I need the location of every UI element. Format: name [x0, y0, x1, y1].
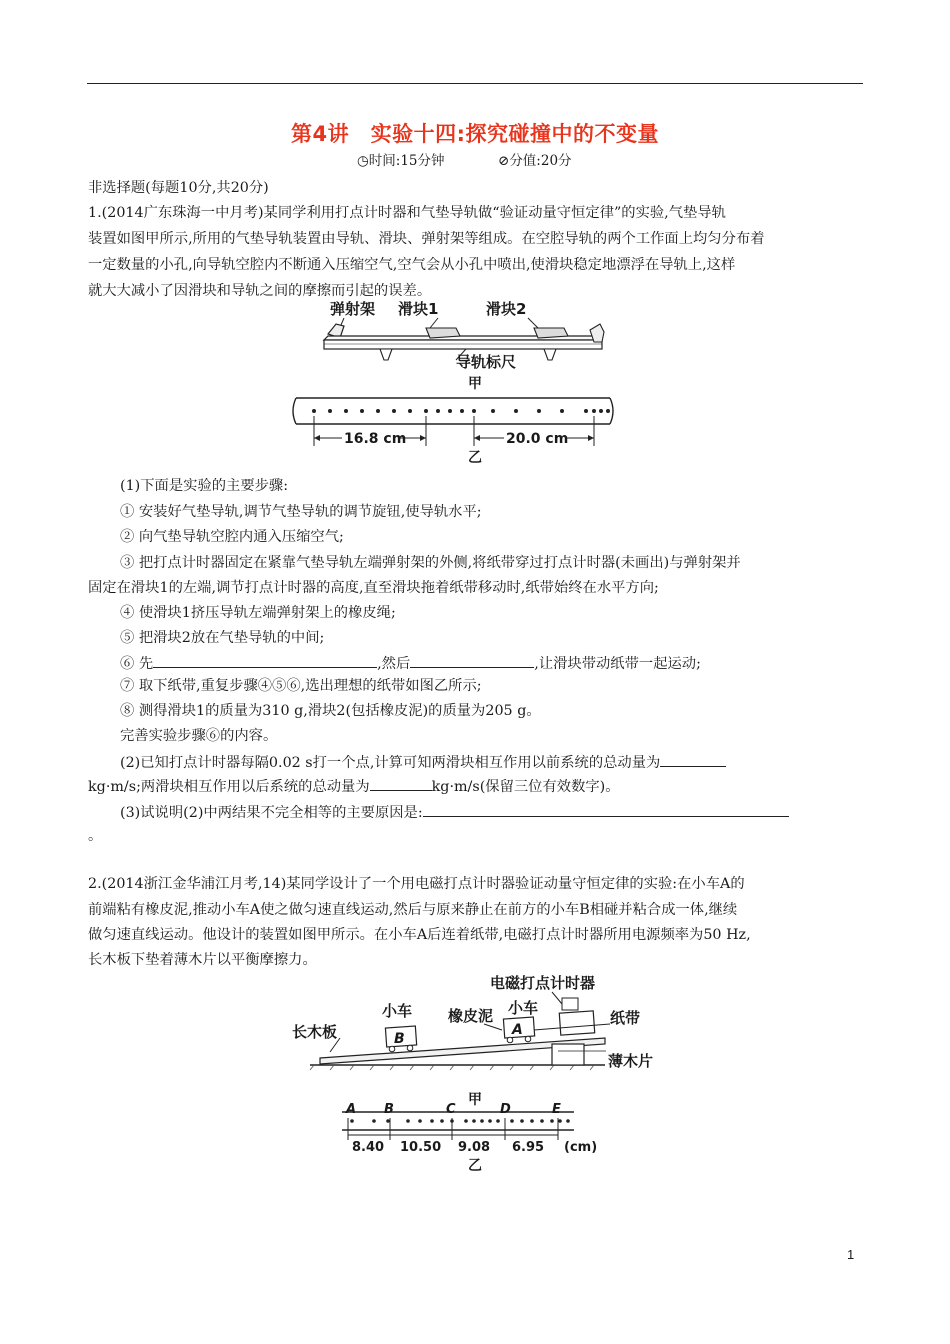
check-icon: ⊘: [498, 153, 510, 169]
answer-blank[interactable]: [660, 751, 726, 767]
step-6-suffix: ,让滑块带动纸带一起运动;: [534, 656, 701, 672]
part-3: [120, 801, 789, 823]
part-2: [120, 751, 726, 773]
step-8: ⑧ 测得滑块1的质量为310 g,滑块2(包括橡皮泥)的质量为205 g。: [120, 703, 541, 719]
score-info: [498, 149, 572, 169]
segment-cd: 9.08: [458, 1140, 491, 1155]
step-1: ① 安装好气垫导轨,调节气垫导轨的调节旋钮,使导轨水平;: [120, 504, 482, 520]
step-6: [120, 652, 701, 674]
fig2-label-a: 甲: [468, 1092, 482, 1108]
fig2-label-b: 乙: [468, 1158, 482, 1174]
q1-intro-line: 就大大减小了因滑块和导轨之间的摩擦而引起的误差。: [88, 283, 432, 299]
wedge-label: 薄木片: [608, 1052, 654, 1070]
page-number: 1: [847, 1247, 855, 1262]
part-2-text: (2)已知打点计时器每隔0.02 s打一个点,计算可知两滑块相互作用以前系统的总动量为: [120, 755, 661, 771]
page-title: 第4讲 实验十四:探究碰撞中的不变量: [290, 122, 659, 146]
part-2-cont: [88, 775, 620, 797]
slider1-label: 滑块1: [398, 300, 439, 318]
cart-collision-figure: [290, 968, 675, 1174]
answer-blank[interactable]: [370, 775, 432, 791]
unit-label: (cm): [564, 1140, 598, 1155]
segment-de: 6.95: [512, 1140, 545, 1155]
ruler-label: 导轨标尺: [456, 353, 517, 371]
part-3-text: (3)试说明(2)中两结果不完全相等的主要原因是:: [120, 805, 423, 821]
complete-instruction: 完善实验步骤⑥的内容。: [120, 728, 278, 744]
cart-b-letter: B: [394, 1031, 405, 1047]
part-2-suffix: kg·m/s(保留三位有效数字)。: [431, 779, 620, 795]
putty-label: 橡皮泥: [448, 1007, 494, 1025]
step-3: ③ 把打点计时器固定在紧靠气垫导轨左端弹射架的外侧,将纸带穿过打点计时器(未画出)与弹射架并: [120, 555, 741, 571]
board-label: 长木板: [292, 1023, 338, 1041]
part-2-text: kg·m/s;两滑块相互作用以后系统的总动量为: [88, 779, 370, 795]
segment-ab: 8.40: [352, 1140, 385, 1155]
step-4: ④ 使滑块1挤压导轨左端弹射架上的橡皮绳;: [120, 605, 396, 621]
q2-intro-line: 前端粘有橡皮泥,推动小车A使之做匀速直线运动,然后与原来静止在前方的小车B相碰并粘合成一体,继续: [88, 902, 738, 918]
time-info: [357, 149, 445, 169]
fig1-label-b: 乙: [468, 450, 482, 466]
answer-blank[interactable]: [410, 652, 534, 668]
point-a-label: A: [346, 1102, 357, 1117]
q1-intro-line: 一定数量的小孔,向导轨空腔内不断通入压缩空气,空气会从小孔中喷出,使滑块稳定地漂浮在导轨上,这样: [88, 257, 736, 273]
cart-a-label: 小车: [508, 999, 539, 1017]
step-3-cont: 固定在滑块1的左端,调节打点计时器的高度,直至滑块拖着纸带移动时,纸带始终在水平方向;: [88, 580, 659, 596]
answer-blank[interactable]: [423, 801, 789, 817]
timer-label: 电磁打点计时器: [490, 974, 596, 992]
distance-2: 20.0 cm: [506, 431, 569, 447]
slider2-label: 滑块2: [486, 300, 527, 318]
score-text: 分值:20分: [509, 153, 572, 169]
step-2: ② 向气垫导轨空腔内通入压缩空气;: [120, 529, 344, 545]
section-heading: 非选择题(每题10分,共20分): [88, 180, 269, 196]
step-5: ⑤ 把滑块2放在气垫导轨的中间;: [120, 630, 325, 646]
tape-label: 纸带: [610, 1009, 641, 1027]
launcher-label: 弹射架: [330, 300, 376, 318]
step-6-middle: ,然后: [377, 656, 411, 672]
time-text: 时间:15分钟: [368, 153, 445, 169]
q1-intro-line: 装置如图甲所示,所用的气垫导轨装置由导轨、滑块、弹射架等组成。在空腔导轨的两个工作面上均匀分布着: [88, 231, 765, 247]
steps-heading: (1)下面是实验的主要步骤:: [120, 478, 289, 494]
air-track-figure: [280, 296, 620, 468]
cart-a-letter: A: [512, 1022, 523, 1038]
segment-bc: 10.50: [400, 1140, 442, 1155]
header-rule: [87, 83, 863, 84]
step-6-prefix: ⑥ 先: [120, 656, 154, 672]
q2-intro-line: 2.(2014浙江金华浦江月考,14)某同学设计了一个用电磁打点计时器验证动量守恒定律的实验:在小车A的: [88, 876, 745, 892]
distance-1: 16.8 cm: [344, 431, 407, 447]
point-b-label: B: [384, 1102, 394, 1117]
step-7: ⑦ 取下纸带,重复步骤④⑤⑥,选出理想的纸带如图乙所示;: [120, 678, 482, 694]
q2-intro-line: 长木板下垫着薄木片以平衡摩擦力。: [88, 952, 317, 968]
answer-blank[interactable]: [153, 652, 377, 668]
part-3-end: 。: [88, 828, 103, 844]
clock-icon: ◷: [357, 153, 369, 169]
point-e-label: E: [552, 1102, 561, 1117]
fig2-tape: [342, 1112, 574, 1140]
point-c-label: C: [446, 1102, 456, 1117]
cart-b-label: 小车: [382, 1002, 413, 1020]
q1-intro-line: 1.(2014广东珠海一中月考)某同学利用打点计时器和气垫导轨做“验证动量守恒定律”的实验,气垫导轨: [88, 205, 726, 221]
fig1-label-a: 甲: [468, 376, 482, 392]
point-d-label: D: [500, 1102, 511, 1117]
q2-intro-line: 做匀速直线运动。他设计的装置如图甲所示。在小车A后连着纸带,电磁打点计时器所用电源频率为50 Hz,: [88, 927, 751, 943]
